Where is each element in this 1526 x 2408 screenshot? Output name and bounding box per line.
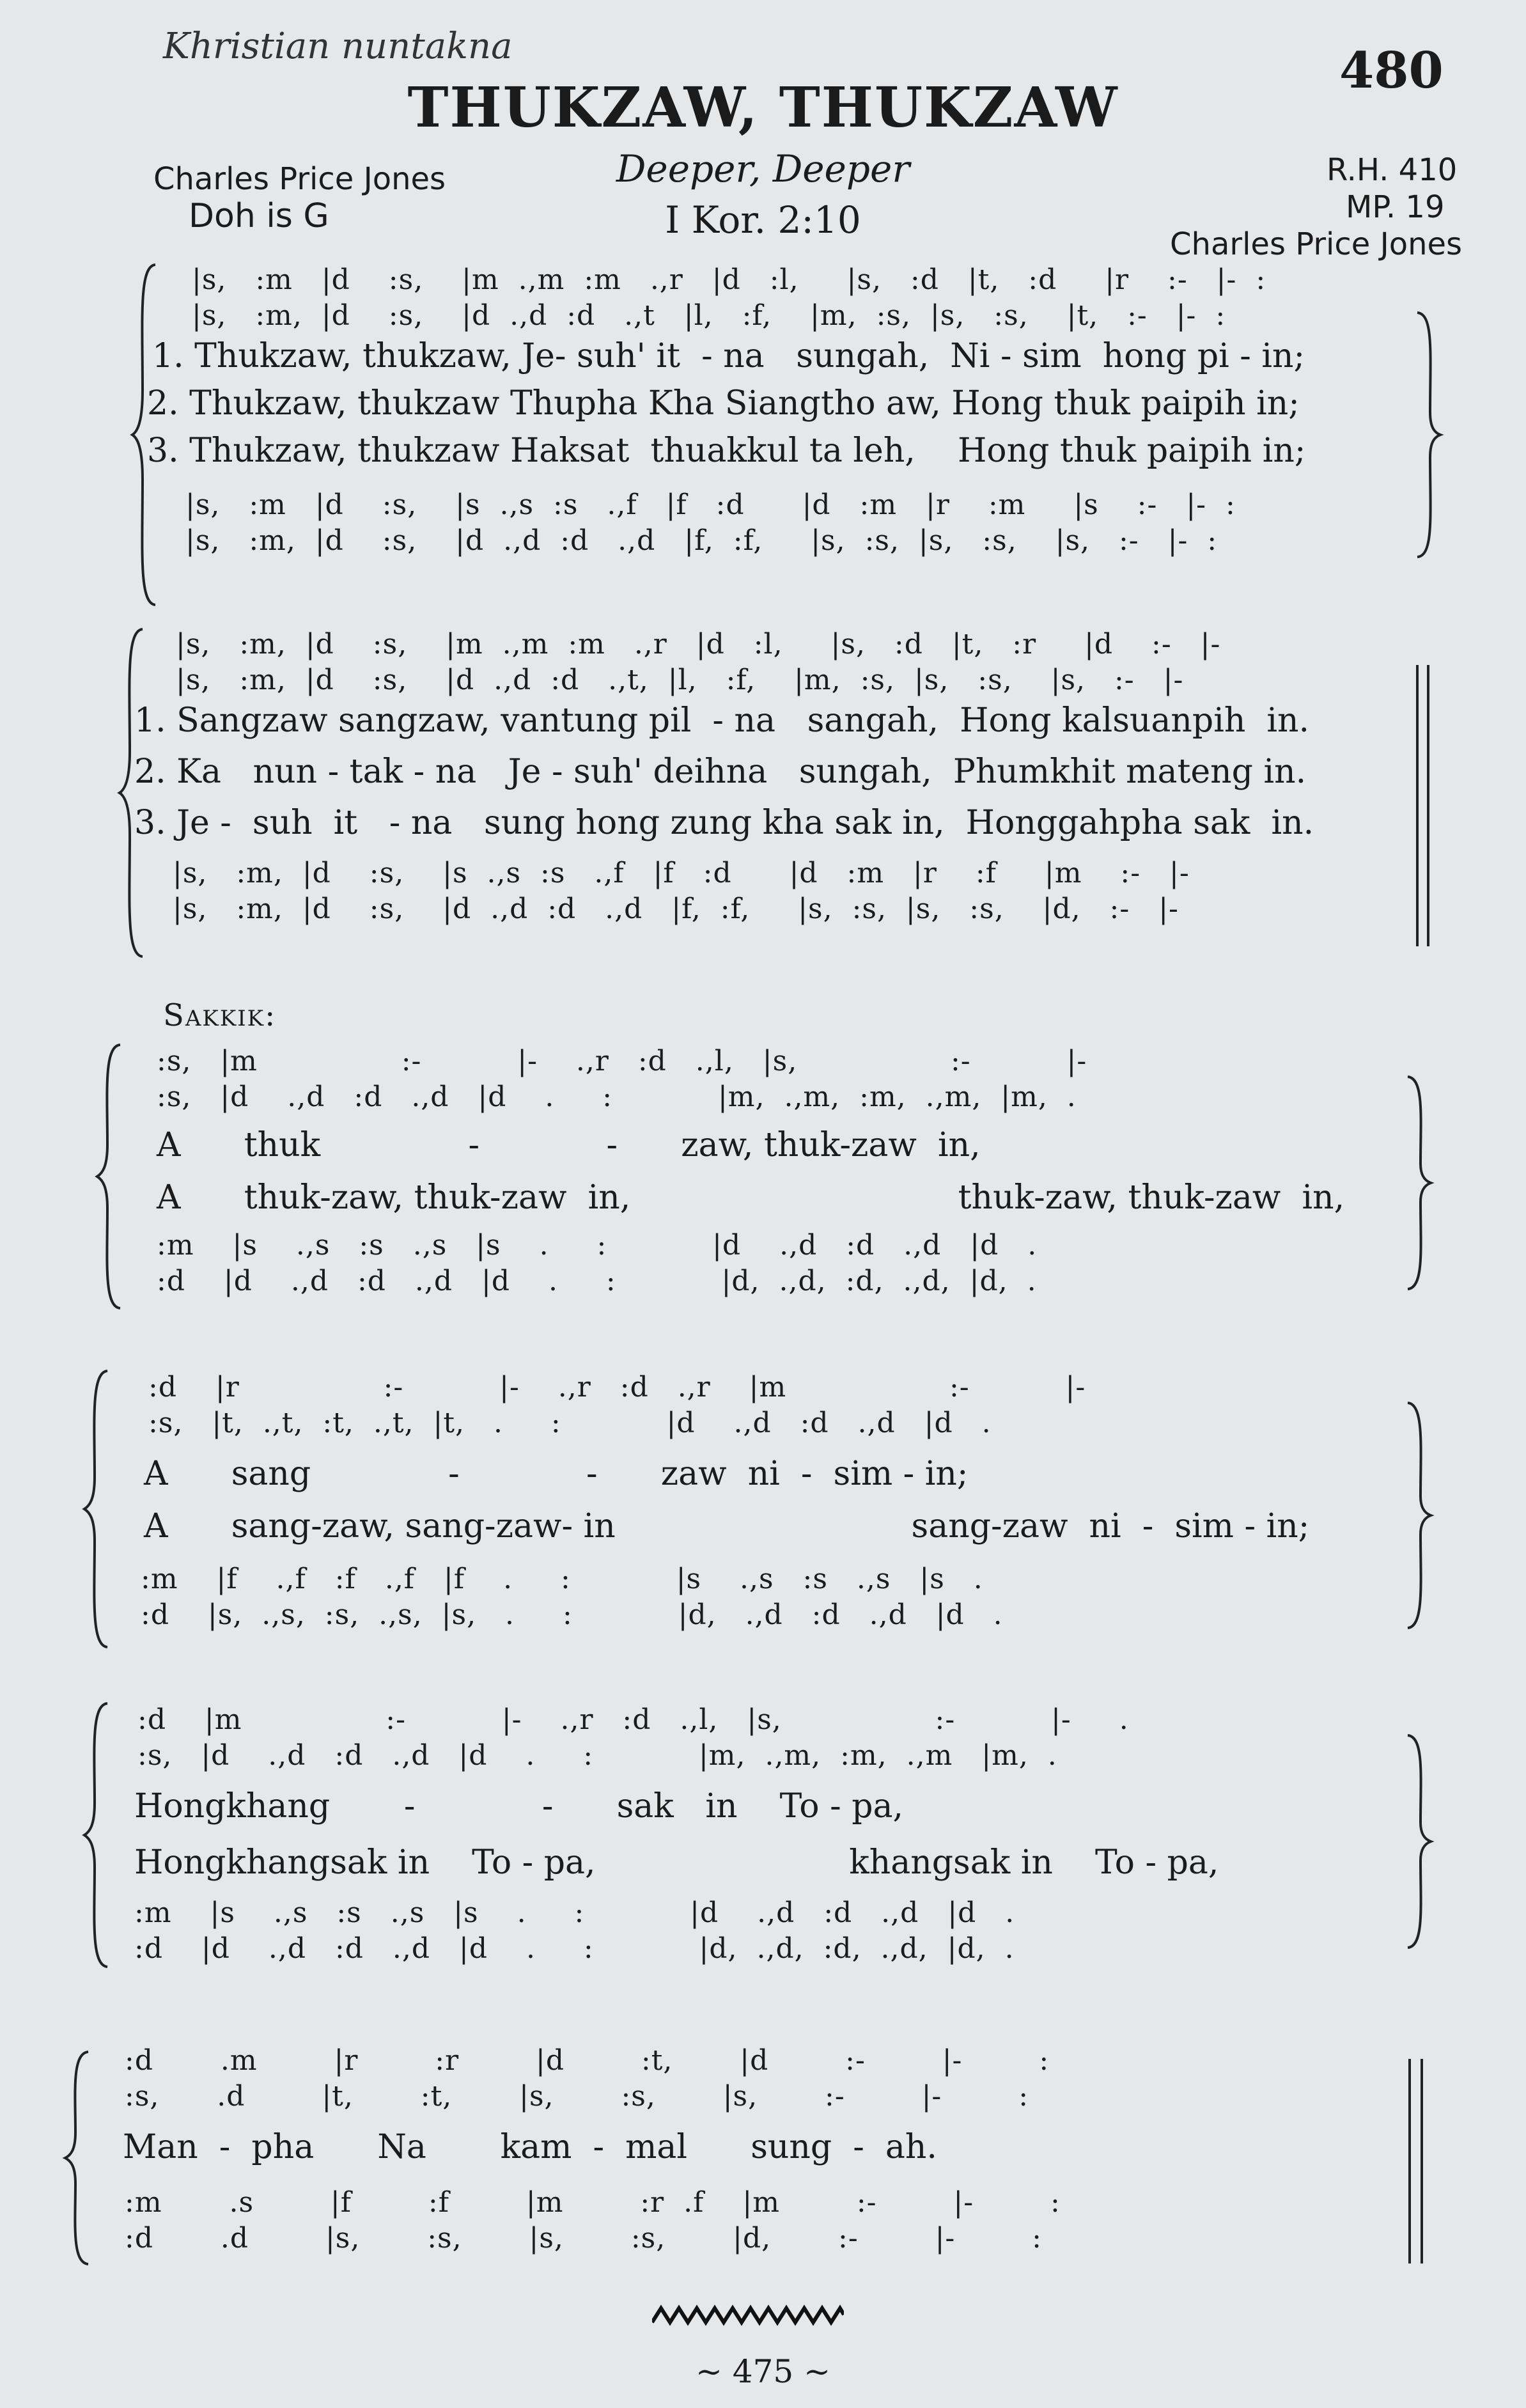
right-brace	[1406, 1733, 1432, 1950]
solfa-tenor: |s, :m |d :s, |s .,s :s .,f |f :d |d :m |r :m |s :- |- :	[185, 489, 1236, 521]
key-signature: Doh is G	[189, 197, 329, 235]
solfa-alto: |s, :m, |d :s, |d .,d :d .,t, |l, :f, |m, :s, |s, :s, |s, :- |-	[176, 664, 1184, 696]
lyric-line-1: Hongkhang - - sak in To - pa,	[134, 1787, 904, 1826]
final-barline-a	[1408, 2059, 1411, 2263]
solfa-bass: |s, :m, |d :s, |d .,d :d .,d |f, :f, |s, :s, |s, :s, |s, :- |- :	[185, 524, 1218, 557]
lyric-line-1: A thuk - - zaw, thuk-zaw in,	[157, 1126, 981, 1164]
solfa-alto: :s, |d .,d :d .,d |d . : |m, .,m, :m, .,m |m, .	[137, 1739, 1057, 1772]
solfa-bass: :d |s, .,s, :s, .,s, |s, . : |d, .,d :d .,d |d .	[141, 1599, 1003, 1631]
lyric-verse-3: 3. Thukzaw, thukzaw Haksat thuakkul ta leh, Hong thuk paipih in;	[147, 432, 1306, 470]
solfa-tenor: :m |s .,s :s .,s |s . : |d .,d :d .,d |d .	[134, 1896, 1015, 1929]
solfa-bass: :d |d .,d :d .,d |d . : |d, .,d, :d, .,d, |d, .	[134, 1932, 1015, 1965]
solfa-tenor: :m .s |f :f |m :r .f |m :- |- :	[125, 2186, 1061, 2219]
composer-right: Charles Price Jones	[1170, 226, 1463, 262]
solfa-soprano: |s, :m |d :s, |m .,m :m .,r |d :l, |s, :d |t, :d |r :- |- :	[192, 263, 1266, 296]
mp-number: MP. 19	[1346, 189, 1445, 225]
solfa-soprano: :d |r :- |- .,r :d .,r |m :- |-	[148, 1371, 1086, 1403]
solfa-alto: :s, .d |t, :t, |s, :s, |s, :- |- :	[125, 2080, 1029, 2113]
solfa-tenor: :m |s .,s :s .,s |s . : |d .,d :d .,d |d .	[157, 1229, 1038, 1262]
left-brace	[64, 2049, 90, 2267]
left-brace	[83, 1368, 109, 1650]
hymn-subtitle: Deeper, Deeper	[616, 147, 910, 191]
solfa-soprano: :d .m |r :r |d :t, |d :- |- :	[125, 2044, 1050, 2077]
right-brace	[1416, 310, 1442, 559]
system-2	[0, 614, 1526, 972]
double-barline-a	[1416, 665, 1419, 946]
final-barline-b	[1421, 2059, 1423, 2263]
footer-page-number: ~ 475 ~	[695, 2353, 830, 2390]
rh-number: R.H. 410	[1327, 152, 1458, 188]
solfa-bass: |s, :m, |d :s, |d .,d :d .,d |f, :f, |s, :s, |s, :s, |d, :- |-	[173, 893, 1179, 925]
running-title: Khristian nuntakna	[163, 26, 513, 67]
lyric-line-1: Man - pha Na kam - mal sung - ah.	[123, 2128, 937, 2166]
system-1	[0, 256, 1526, 614]
lyric-verse-1: 1. Sangzaw sangzaw, vantung pil - na sangah, Hong kalsuanpih in.	[134, 701, 1310, 740]
chorus-system-4	[0, 2030, 1526, 2273]
lyric-verse-1: 1. Thukzaw, thukzaw, Je- suh' it - na sungah, Ni - sim hong pi - in;	[152, 337, 1305, 375]
right-brace	[1406, 1400, 1432, 1630]
solfa-tenor: |s, :m, |d :s, |s .,s :s .,f |f :d |d :m |r :f |m :- |-	[173, 857, 1190, 889]
page-number: 480	[1339, 42, 1444, 100]
lyric-verse-3: 3. Je - suh it - na sung hong zung kha sak in, Honggahpha sak in.	[134, 804, 1314, 842]
solfa-bass: :d .d |s, :s, |s, :s, |d, :- |- :	[125, 2222, 1042, 2255]
right-brace	[1406, 1074, 1432, 1292]
lyric-verse-2: 2. Thukzaw, thukzaw Thupha Kha Siangtho aw, Hong thuk paipih in;	[147, 384, 1300, 423]
left-brace	[83, 1701, 109, 1969]
solfa-bass: :d |d .,d :d .,d |d . : |d, .,d, :d, .,d, |d, .	[157, 1265, 1037, 1297]
ornament-divider-icon	[652, 2302, 844, 2327]
chorus-system-2	[0, 1362, 1526, 1656]
left-brace	[96, 1042, 121, 1311]
author-left: Charles Price Jones	[153, 161, 446, 197]
chorus-system-3	[0, 1694, 1526, 1976]
solfa-alto: |s, :m, |d :s, |d .,d :d .,t |l, :f, |m, :s, |s, :s, |t, :- |- :	[192, 299, 1226, 332]
solfa-soprano: :s, |m :- |- .,r :d .,l, |s, :- |-	[157, 1045, 1087, 1077]
lyric-line-2: A sang-zaw, sang-zaw- in sang-zaw ni - sim - in;	[144, 1507, 1310, 1545]
scripture-reference: I Kor. 2:10	[665, 198, 861, 242]
hymn-title: THUKZAW, THUKZAW	[407, 75, 1119, 140]
lyric-verse-2: 2. Ka nun - tak - na Je - suh' deihna sungah, Phumkhit mateng in.	[134, 753, 1307, 791]
double-barline-b	[1427, 665, 1429, 946]
solfa-alto: :s, |t, .,t, :t, .,t, |t, . : |d .,d :d .,d |d .	[148, 1407, 992, 1439]
chorus-system-1	[0, 1036, 1526, 1317]
solfa-soprano: :d |m :- |- .,r :d .,l, |s, :- |- .	[137, 1703, 1129, 1736]
lyric-line-2: A thuk-zaw, thuk-zaw in, thuk-zaw, thuk-zaw in,	[157, 1178, 1345, 1217]
chorus-label: Sakkik:	[163, 997, 277, 1033]
lyric-line-2: Hongkhangsak in To - pa, khangsak in To - pa,	[134, 1843, 1219, 1882]
solfa-alto: :s, |d .,d :d .,d |d . : |m, .,m, :m, .,m, |m, .	[157, 1081, 1077, 1113]
solfa-tenor: :m |f .,f :f .,f |f . : |s .,s :s .,s |s .	[141, 1563, 983, 1595]
lyric-line-1: A sang - - zaw ni - sim - in;	[144, 1455, 969, 1493]
solfa-soprano: |s, :m, |d :s, |m .,m :m .,r |d :l, |s, :d |t, :r |d :- |-	[176, 628, 1221, 661]
